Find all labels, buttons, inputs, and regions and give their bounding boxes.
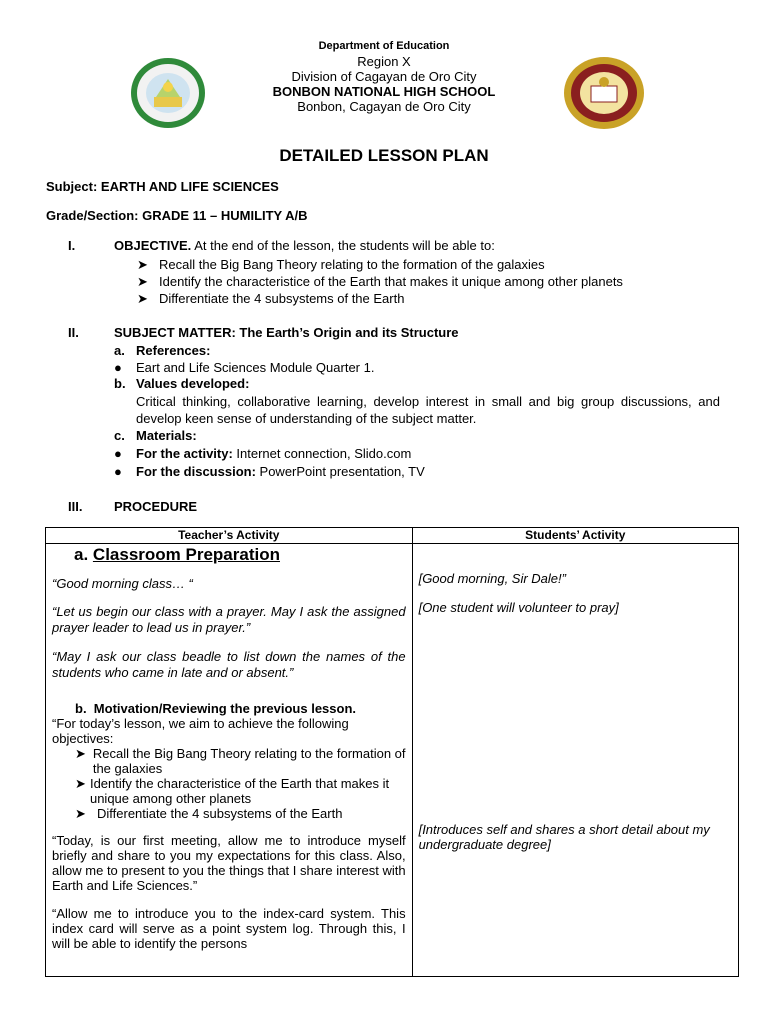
subject-value: EARTH AND LIFE SCIENCES bbox=[100, 179, 279, 194]
references-heading: a. References: bbox=[114, 343, 211, 358]
arrow-bullet-icon: ➤ bbox=[137, 291, 148, 306]
school-name: BONBON NATIONAL HIGH SCHOOL bbox=[272, 84, 496, 99]
school-address: Bonbon, Cagayan de Oro City bbox=[297, 99, 471, 114]
objective-heading: OBJECTIVE. bbox=[114, 238, 192, 253]
teacher-greeting: “Good morning class… “ bbox=[52, 576, 193, 591]
students-activity-cell bbox=[412, 544, 738, 977]
arrow-bullet-icon: ➤ bbox=[75, 806, 86, 821]
table-header-row bbox=[46, 528, 739, 544]
materials-activity: ● For the activity: Internet connection, Slido.com bbox=[114, 446, 412, 461]
bullet-icon: ● bbox=[114, 360, 122, 375]
objective-list bbox=[137, 256, 623, 307]
list-item: ➤ Identify the characteristice of the Earth that makes it unique among other planets bbox=[137, 274, 623, 289]
motivation-heading: b. Motivation/Reviewing the previous lesson. bbox=[75, 701, 357, 716]
list-item: ➤ Differentiate the 4 subsystems of the Earth bbox=[75, 806, 343, 821]
student-introduction: [Introduces self and shares a short detail about my undergraduate degree] bbox=[418, 822, 710, 852]
procedure-table bbox=[45, 527, 739, 977]
arrow-bullet-icon: ➤ bbox=[75, 776, 86, 791]
teacher-column-header: Teacher’s Activity bbox=[46, 528, 413, 544]
document-title: DETAILED LESSON PLAN bbox=[279, 146, 489, 165]
table-row bbox=[46, 544, 739, 977]
teacher-prayer: “Let us begin our class with a prayer. May I ask the assigned prayer leader to lead us in prayer.” bbox=[52, 604, 406, 635]
department-name: Department of Education bbox=[318, 40, 450, 52]
students-column-header: Students’ Activity bbox=[412, 528, 738, 544]
materials-heading: c. Materials: bbox=[114, 428, 197, 443]
arrow-bullet-icon: ➤ bbox=[75, 746, 86, 761]
classroom-preparation-heading: a. Classroom Preparation bbox=[74, 545, 280, 564]
procedure-heading: PROCEDURE bbox=[114, 499, 198, 514]
teacher-introduction: “Today, is our first meeting, allow me to introduce myself briefly and share to you my expectations for this class. Also, allow me to present to you the things that I share interest with Earth and Life Sciences.” bbox=[52, 833, 406, 893]
student-prayer: [One student will volunteer to pray] bbox=[418, 600, 619, 615]
bullet-icon: ● bbox=[114, 464, 122, 479]
values-text: Critical thinking, collaborative learning, develop interest in small and big group discussions, and develop keen sense of understanding of the subject matter. bbox=[136, 394, 720, 426]
region: Region X bbox=[357, 54, 411, 69]
list-item: ➤ Recall the Big Bang Theory relating to the formation of the galaxies bbox=[75, 746, 406, 776]
bullet-icon: ● bbox=[114, 446, 122, 461]
values-heading: b. Values developed: bbox=[114, 376, 250, 391]
student-greeting: [Good morning, Sir Dale!” bbox=[418, 571, 566, 586]
reference-item: ● Eart and Life Sciences Module Quarter 1. bbox=[114, 360, 375, 375]
section-num-3: III. bbox=[68, 499, 83, 514]
teacher-attendance: “May I ask our class beadle to list down the names of the students who came in late and or absent.” bbox=[52, 649, 406, 680]
grade-value: GRADE 11 – HUMILITY A/B bbox=[142, 208, 308, 223]
teacher-activity-cell bbox=[46, 544, 413, 977]
teacher-objective-list bbox=[52, 746, 406, 821]
arrow-bullet-icon: ➤ bbox=[137, 257, 148, 272]
list-item: ➤ Recall the Big Bang Theory relating to the formation of the galaxies bbox=[137, 257, 545, 272]
section-num-1: I. bbox=[68, 238, 76, 253]
objective-intro-text: At the end of the lesson, the students will be able to: bbox=[194, 238, 495, 253]
objective-intro bbox=[114, 238, 495, 253]
grade-line bbox=[46, 208, 308, 223]
division: Division of Cagayan de Oro City bbox=[291, 69, 477, 84]
subject-matter-heading: SUBJECT MATTER: The Earth’s Origin and its Structure bbox=[114, 325, 459, 340]
list-item: ➤ Differentiate the 4 subsystems of the Earth bbox=[137, 291, 405, 306]
teacher-objectives-intro: “For today’s lesson, we aim to achieve the following objectives: bbox=[52, 716, 349, 746]
subject-label: Subject: bbox=[46, 179, 98, 194]
teacher-index-card: “Allow me to introduce you to the index-card system. This index card will serve as a point system log. Through this, I will be able to identify the persons bbox=[52, 906, 406, 951]
materials-discussion: ● For the discussion: PowerPoint presentation, TV bbox=[114, 464, 425, 479]
grade-label: Grade/Section: bbox=[46, 208, 139, 223]
subject-line bbox=[46, 179, 279, 194]
section-num-2: II. bbox=[68, 325, 79, 340]
list-item: ➤ Identify the characteristice of the Earth that makes it unique among other planets bbox=[75, 776, 390, 806]
arrow-bullet-icon: ➤ bbox=[137, 274, 148, 289]
